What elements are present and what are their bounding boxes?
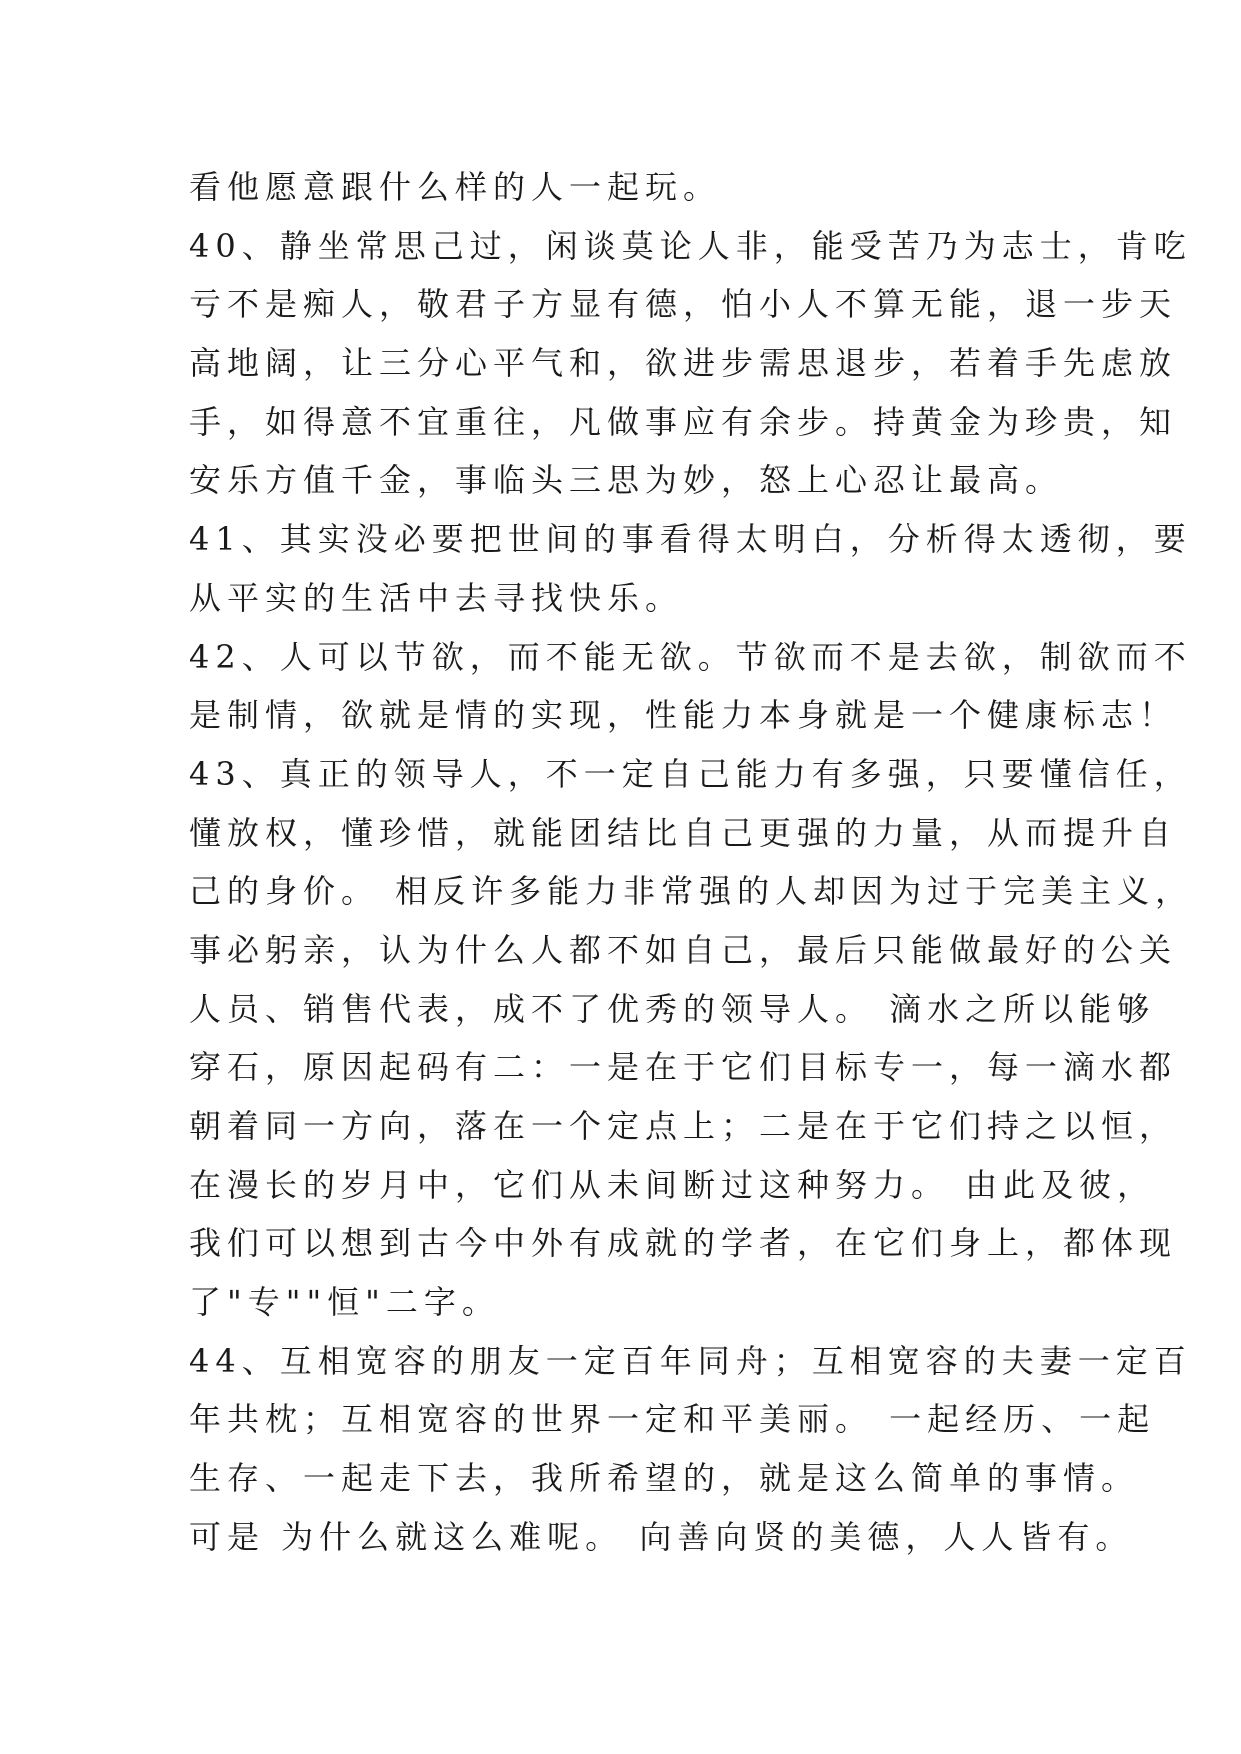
text-line: 是制情，欲就是情的实现，性能力本身就是一个健康标志！: [189, 696, 1178, 735]
text-line: 43、真正的领导人，不一定自己能力有多强，只要懂信任，: [189, 754, 1192, 793]
text-line: 朝着同一方向，落在一个定点上；二是在于它们持之以恒，: [189, 1107, 1178, 1145]
text-line: 懂放权，懂珍惜，就能团结比自己更强的力量，从而提升自: [189, 813, 1178, 852]
text-line: 己的身价。 相反许多能力非常强的人却因为过于完美主义，: [189, 872, 1194, 911]
text-line: 高地阔，让三分心平气和，欲进步需思退步，若着手先虑放: [189, 344, 1178, 383]
text-line: 亏不是痴人，敬君子方显有德，怕小人不算无能，退一步天: [189, 285, 1178, 324]
text-line: 安乐方值千金，事临头三思为妙，怒上心忍让最高。: [189, 461, 1064, 500]
text-line: 44、互相宽容的朋友一定百年同舟；互相宽容的夫妻一定百: [189, 1341, 1192, 1380]
text-line: 年共枕；互相宽容的世界一定和平美丽。 一起经历、一起: [189, 1400, 1156, 1439]
text-line: 可是 为什么就这么难呢。 向善向贤的美德，人人皆有。: [189, 1517, 1134, 1556]
text-line: 了"专""恒"二字。: [189, 1283, 500, 1322]
text-line: 看他愿意跟什么样的人一起玩。: [189, 168, 722, 206]
text-line: 事必躬亲，认为什么人都不如自己，最后只能做最好的公关: [189, 930, 1178, 969]
text-line: 穿石，原因起码有二：一是在于它们目标专一，每一滴水都: [189, 1048, 1178, 1087]
text-line: 生存、一起走下去，我所希望的，就是这么简单的事情。: [189, 1459, 1140, 1498]
text-line: 在漫长的岁月中，它们从未间断过这种努力。 由此及彼，: [189, 1165, 1156, 1204]
body-text: [189, 158, 1194, 1567]
text-line: 手，如得意不宜重往，凡做事应有余步。持黄金为珍贵，知: [189, 402, 1178, 441]
text-line: 42、人可以节欲，而不能无欲。节欲而不是去欲，制欲而不: [189, 637, 1192, 676]
text-line: 41、其实没必要把世间的事看得太明白，分析得太透彻，要: [189, 520, 1192, 559]
text-line: 我们可以想到古今中外有成就的学者，在它们身上，都体现: [189, 1224, 1178, 1263]
text-line: 人员、销售代表，成不了优秀的领导人。 滴水之所以能够: [189, 989, 1156, 1028]
text-line: 从平实的生活中去寻找快乐。: [189, 578, 684, 617]
text-line: 40、静坐常思己过，闲谈莫论人非，能受苦乃为志士，肯吃: [189, 226, 1192, 265]
